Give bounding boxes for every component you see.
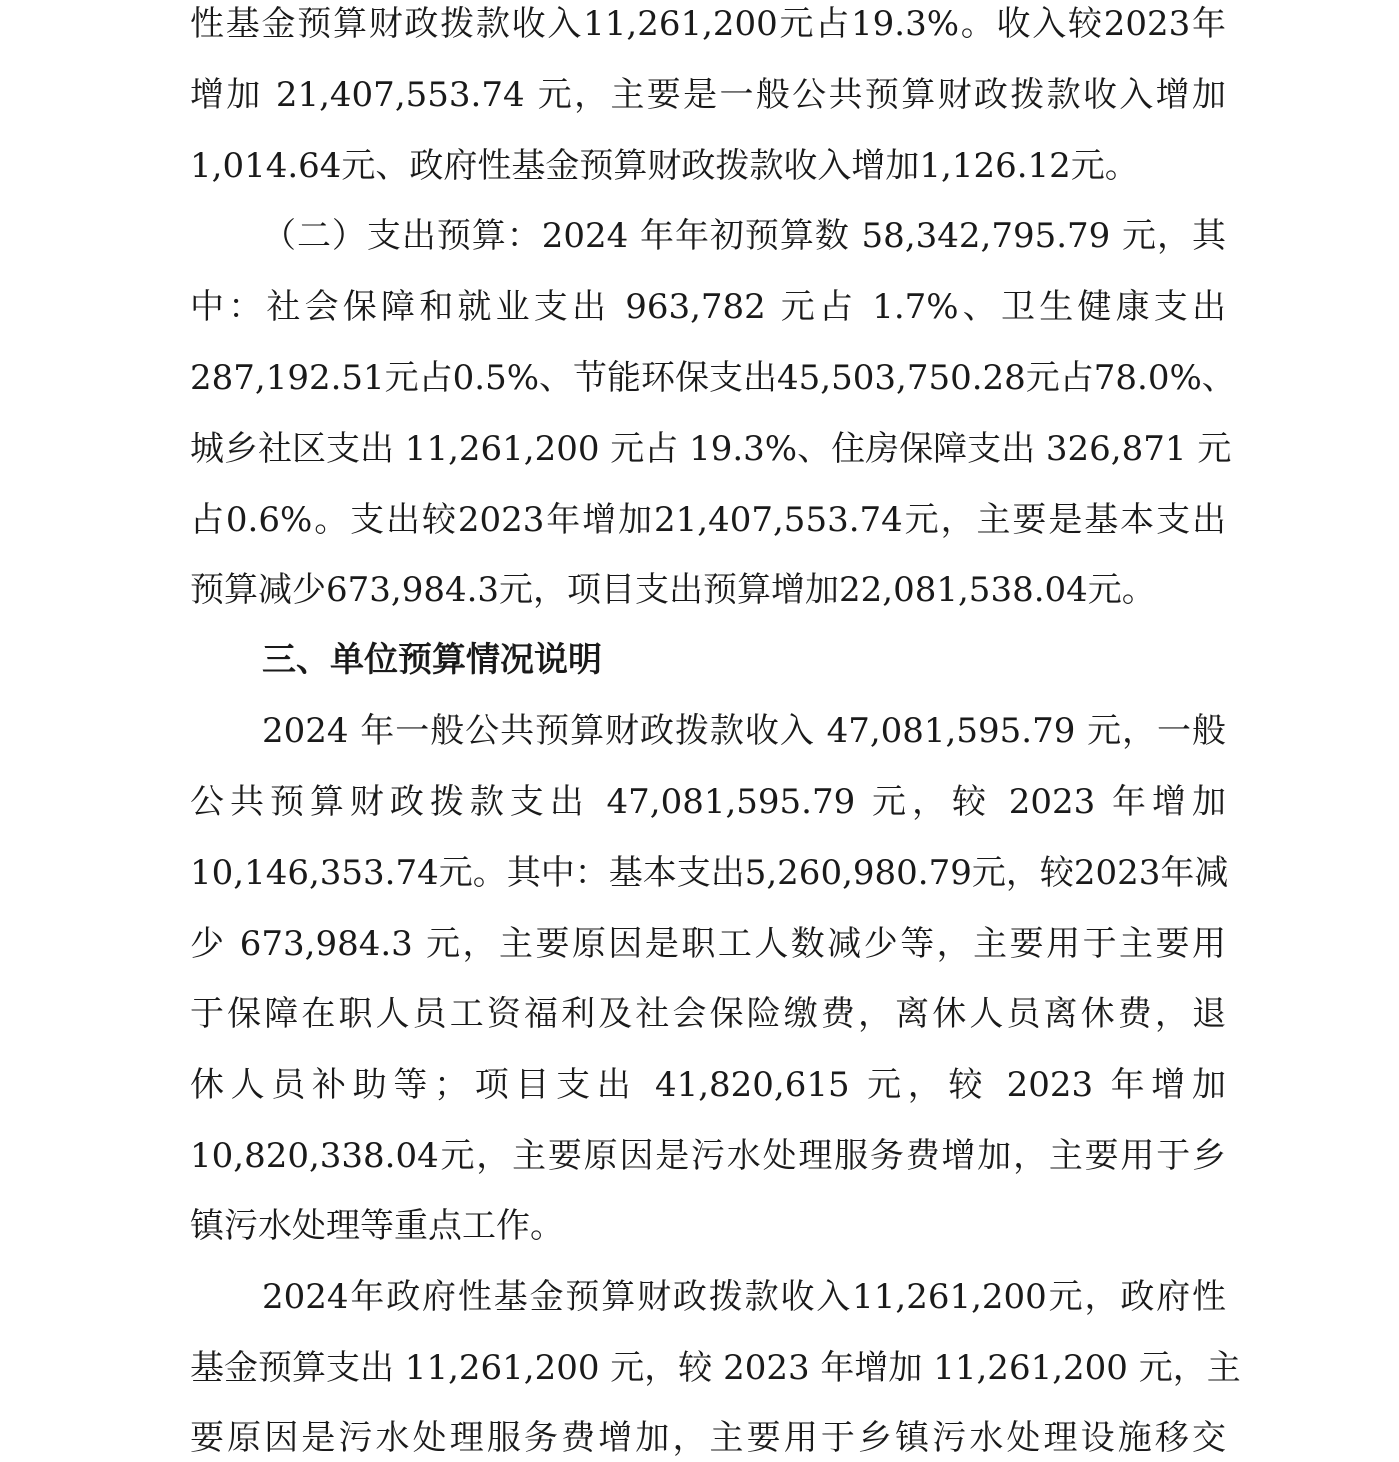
paragraph-line: 287,192.51元占0.5%、节能环保支出45,503,750.28元占78.0%、 — [190, 358, 1236, 398]
paragraph-line: 公共预算财政拨款支出 47,081,595.79 元，较 2023 年增加 — [190, 782, 1226, 822]
paragraph-line: 镇污水处理等重点工作。 — [190, 1206, 564, 1246]
paragraph-line: 2024 年一般公共预算财政拨款收入 47,081,595.79 元，一般 — [262, 711, 1226, 751]
paragraph-line: 要原因是污水处理服务费增加，主要用于乡镇污水处理设施移交 — [190, 1418, 1226, 1458]
paragraph-line: 1,014.64元、政府性基金预算财政拨款收入增加1,126.12元。 — [190, 146, 1139, 186]
paragraph-line: 性基金预算财政拨款收入11,261,200元占19.3%。收入较2023年 — [190, 4, 1226, 44]
paragraph-line: 增加 21,407,553.74 元，主要是一般公共预算财政拨款收入增加 — [190, 75, 1226, 115]
paragraph-line: 中：社会保障和就业支出 963,782 元占 1.7%、卫生健康支出 — [190, 287, 1226, 327]
paragraph-line: 占0.6%。支出较2023年增加21,407,553.74元，主要是基本支出 — [190, 500, 1226, 540]
paragraph-line: 少 673,984.3 元，主要原因是职工人数减少等，主要用于主要用 — [190, 924, 1226, 964]
paragraph-line: 10,820,338.04元，主要原因是污水处理服务费增加，主要用于乡 — [190, 1136, 1226, 1176]
paragraph-line: 10,146,353.74元。其中：基本支出5,260,980.79元，较2023年减 — [190, 853, 1229, 893]
paragraph-line: 预算减少673,984.3元，项目支出预算增加22,081,538.04元。 — [190, 570, 1156, 610]
paragraph-line: （二）支出预算：2024 年年初预算数 58,342,795.79 元，其 — [262, 216, 1226, 256]
paragraph-line: 2024年政府性基金预算财政拨款收入11,261,200元，政府性 — [262, 1277, 1226, 1317]
section-heading: 三、单位预算情况说明 — [262, 640, 602, 680]
paragraph-line: 城乡社区支出 11,261,200 元占 19.3%、住房保障支出 326,871 元 — [190, 429, 1232, 469]
paragraph-line: 基金预算支出 11,261,200 元，较 2023 年增加 11,261,200 元，主 — [190, 1348, 1241, 1388]
paragraph-line: 休人员补助等；项目支出 41,820,615 元，较 2023 年增加 — [190, 1065, 1226, 1105]
paragraph-line: 于保障在职人员工资福利及社会保险缴费，离休人员离休费，退 — [190, 994, 1226, 1034]
